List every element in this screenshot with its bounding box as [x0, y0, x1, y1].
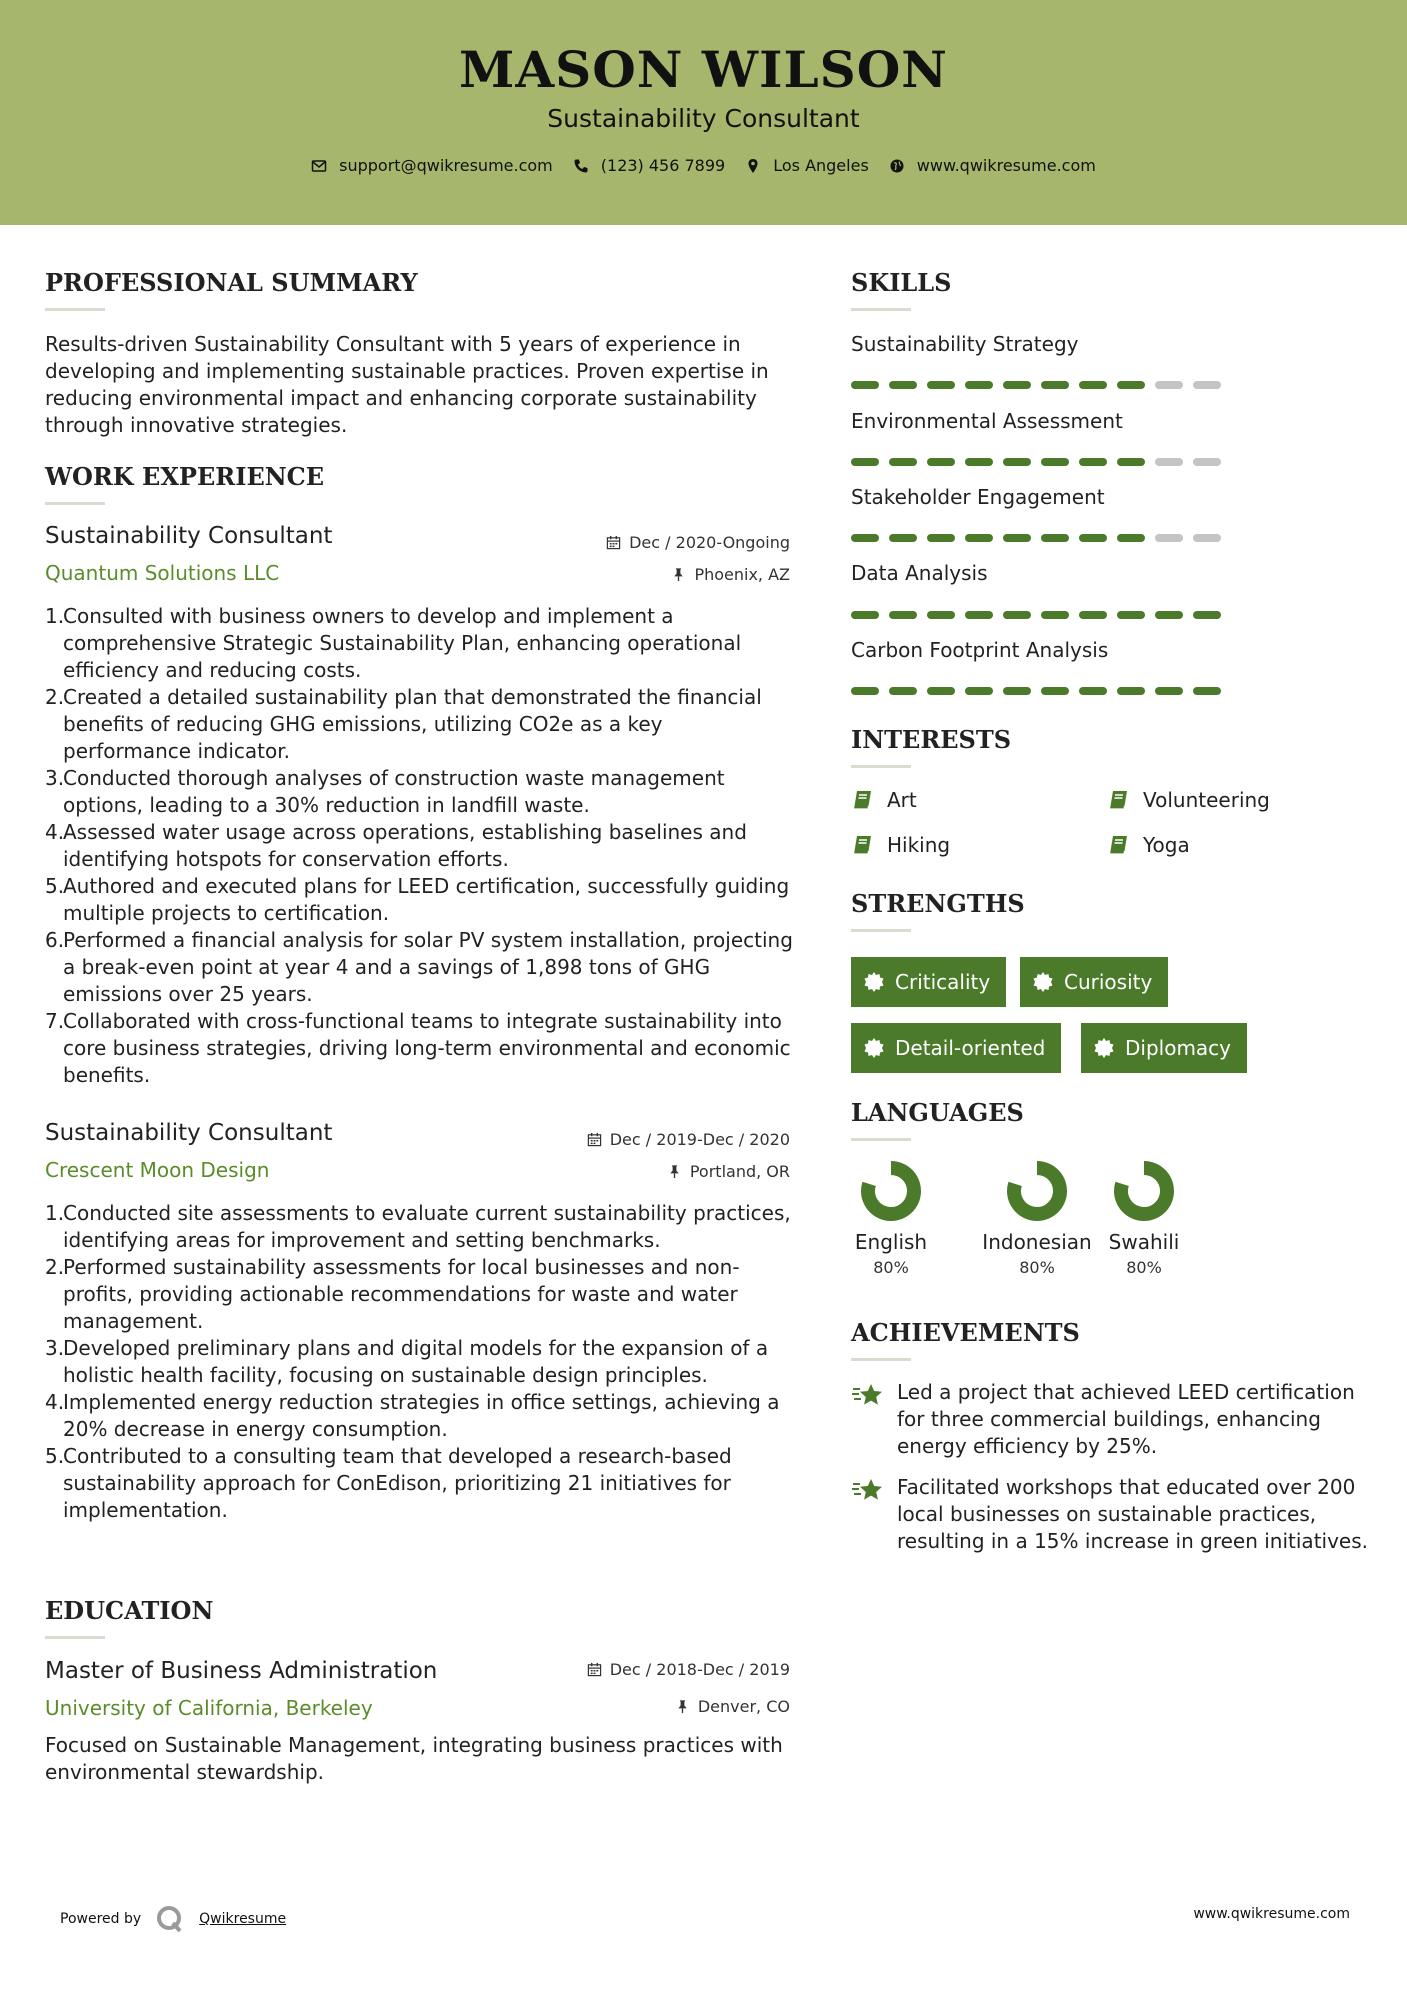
summary-text: Results-driven Sustainability Consultant with 5 years of experience in developing and implementing sustainable practices. Proven expertise in reducing environmental impact and enhancing corporate sustainability through innovative strategies.	[45, 332, 769, 437]
strength-tag	[1020, 957, 1168, 1007]
job-dates	[606, 533, 790, 552]
strength-label: Detail-oriented	[895, 1036, 1046, 1060]
job-location	[671, 565, 790, 584]
skill-bar-segment	[851, 381, 879, 389]
badge-icon	[1032, 971, 1054, 993]
responsibility-item: Contributed to a consulting team that developed a research-based sustainability approach for ConEdison, prioritizing 21 initiatives for implementation.	[63, 1444, 732, 1522]
pushpin-icon	[675, 1699, 690, 1714]
interest-item	[1107, 833, 1190, 857]
interest-label: Art	[887, 788, 917, 812]
responsibility-item: Performed sustainability assessments for local businesses and non-profits, providing actionable recommendations for waste and water management.	[63, 1255, 740, 1333]
contact-location	[745, 156, 869, 175]
website-text: www.qwikresume.com	[916, 156, 1096, 175]
language-name: English	[854, 1230, 928, 1254]
map-pin-icon	[745, 158, 761, 174]
job-responsibilities	[45, 603, 795, 1089]
globe-icon	[889, 158, 905, 174]
candidate-name: MASON WILSON	[459, 40, 948, 99]
badge-icon	[863, 971, 885, 993]
job-location	[667, 1162, 790, 1181]
skill-bar-segment	[965, 534, 993, 542]
education-dates-text: Dec / 2018-Dec / 2019	[609, 1660, 790, 1679]
school-name: University of California, Berkeley	[45, 1696, 373, 1720]
skill-bar-segment	[1041, 534, 1069, 542]
skill-bar-segment	[965, 611, 993, 619]
skill-bar-segment	[965, 458, 993, 466]
skill-bar-segment	[1117, 611, 1145, 619]
skill-bar-segment	[1079, 534, 1107, 542]
skill-bar-segment	[1193, 458, 1221, 466]
skill-bar-segment	[1155, 381, 1183, 389]
education-heading: EDUCATION	[45, 1596, 214, 1625]
responsibility-item: Conducted site assessments to evaluate current sustainability practices, identifying areas for improvement and setting benchmarks.	[63, 1201, 791, 1252]
strength-tag	[851, 1023, 1061, 1073]
job-dates	[587, 1130, 790, 1149]
skill-bar-segment	[965, 381, 993, 389]
education-dates	[587, 1660, 790, 1679]
qwikresume-logo-icon	[155, 1904, 185, 1934]
job-title: Sustainability Consultant	[45, 523, 333, 549]
responsibility-item: Conducted thorough analyses of construction waste management options, leading to a 30% reduction in landfill waste.	[63, 766, 725, 817]
skill-bar-segment	[1003, 458, 1031, 466]
email-text: support@qwikresume.com	[339, 156, 553, 175]
resume-header	[0, 0, 1407, 225]
achievement-text: Facilitated workshops that educated over 200 local businesses on sustainable practices, resulting in a 15% increase in green initiatives.	[897, 1475, 1369, 1553]
powered-by	[60, 1904, 286, 1934]
language-item	[972, 1160, 1102, 1277]
strength-tag	[851, 957, 1006, 1007]
powered-by-label: Powered by	[60, 1911, 142, 1927]
language-item	[1104, 1160, 1184, 1277]
skill-level-bar	[851, 611, 1221, 619]
badge-icon	[863, 1037, 885, 1059]
skill-bar-segment	[1117, 458, 1145, 466]
contact-bar	[0, 156, 1407, 175]
skill-bar-segment	[1079, 381, 1107, 389]
job-dates-text: Dec / 2020-Ongoing	[629, 533, 790, 552]
phone-text: (123) 456 7899	[600, 156, 726, 175]
language-percent: 80%	[1019, 1258, 1055, 1277]
skill-bar-segment	[1117, 687, 1145, 695]
interest-item	[1107, 788, 1270, 812]
achievement-item	[851, 1379, 1371, 1460]
book-icon	[1107, 789, 1129, 811]
language-proficiency-ring	[860, 1160, 922, 1222]
responsibility-item: Implemented energy reduction strategies in office settings, achieving a 20% decrease in energy consumption.	[63, 1390, 780, 1441]
skill-bar-segment	[1041, 381, 1069, 389]
skill-bar-segment	[1117, 534, 1145, 542]
language-name: Swahili	[1108, 1230, 1180, 1254]
skill-bar-segment	[1155, 534, 1183, 542]
skill-name: Sustainability Strategy	[851, 332, 1079, 356]
skill-bar-segment	[1079, 611, 1107, 619]
location-text: Los Angeles	[773, 156, 869, 175]
skill-bar-segment	[1079, 687, 1107, 695]
interest-label: Volunteering	[1143, 788, 1270, 812]
interest-label: Hiking	[887, 833, 951, 857]
skill-bar-segment	[889, 458, 917, 466]
strength-label: Diplomacy	[1125, 1036, 1232, 1060]
skill-bar-segment	[1003, 381, 1031, 389]
strength-label: Curiosity	[1064, 970, 1153, 994]
interest-label: Yoga	[1143, 833, 1190, 857]
job-company: Crescent Moon Design	[45, 1158, 270, 1182]
skill-bar-segment	[1041, 687, 1069, 695]
pushpin-icon	[671, 567, 686, 582]
job-location-text: Portland, OR	[689, 1162, 790, 1181]
achievements-heading: ACHIEVEMENTS	[851, 1318, 1080, 1347]
book-icon	[851, 834, 873, 856]
job-dates-text: Dec / 2019-Dec / 2020	[609, 1130, 790, 1149]
skill-bar-segment	[1193, 381, 1221, 389]
interest-item	[851, 788, 917, 812]
job-title: Sustainability Consultant	[45, 1120, 333, 1146]
skill-name: Environmental Assessment	[851, 409, 1123, 433]
skill-bar-segment	[851, 687, 879, 695]
skill-bar-segment	[965, 687, 993, 695]
strength-label: Criticality	[895, 970, 991, 994]
book-icon	[1107, 834, 1129, 856]
skill-bar-segment	[889, 534, 917, 542]
calendar-icon	[587, 1662, 602, 1677]
language-proficiency-arc	[1014, 1168, 1060, 1214]
skill-bar-segment	[1079, 458, 1107, 466]
skill-bar-segment	[1193, 534, 1221, 542]
contact-website[interactable]	[889, 156, 1096, 175]
skill-bar-segment	[927, 458, 955, 466]
skill-name: Data Analysis	[851, 561, 988, 585]
language-percent: 80%	[873, 1258, 909, 1277]
pushpin-icon	[667, 1164, 682, 1179]
skill-bar-segment	[851, 611, 879, 619]
language-proficiency-ring	[1113, 1160, 1175, 1222]
star-achievement-icon	[851, 1381, 885, 1411]
skill-bar-segment	[1155, 687, 1183, 695]
language-percent: 80%	[1126, 1258, 1162, 1277]
language-name: Indonesian	[982, 1230, 1092, 1254]
strength-tag	[1081, 1023, 1247, 1073]
skill-bar-segment	[927, 534, 955, 542]
language-proficiency-arc	[1121, 1168, 1167, 1214]
candidate-role: Sustainability Consultant	[547, 104, 860, 133]
skill-bar-segment	[927, 687, 955, 695]
skill-level-bar	[851, 458, 1221, 466]
skill-bar-segment	[889, 381, 917, 389]
contact-phone[interactable]	[573, 156, 725, 175]
responsibility-item: Performed a financial analysis for solar PV system installation, projecting a break-even point at year 4 and a savings of 1,898 tons of GHG emissions over 25 years.	[63, 928, 793, 1006]
skill-bar-segment	[851, 458, 879, 466]
job-company: Quantum Solutions LLC	[45, 561, 280, 585]
job-location-text: Phoenix, AZ	[694, 565, 790, 584]
phone-icon	[573, 158, 589, 174]
skill-bar-segment	[1117, 381, 1145, 389]
skill-bar-segment	[889, 687, 917, 695]
skill-bar-segment	[1003, 534, 1031, 542]
responsibility-item: Consulted with business owners to develop and implement a comprehensive Strategic Sustainability Plan, enhancing operational efficiency and reducing costs.	[63, 604, 742, 682]
education-location	[675, 1697, 790, 1716]
skills-heading: SKILLS	[851, 268, 952, 297]
job-responsibilities	[45, 1200, 795, 1524]
responsibility-item: Authored and executed plans for LEED certification, successfully guiding multiple projects to certification.	[63, 874, 790, 925]
language-item	[851, 1160, 931, 1277]
skill-bar-segment	[1041, 611, 1069, 619]
achievement-text: Led a project that achieved LEED certification for three commercial buildings, enhancing energy efficiency by 25%.	[897, 1380, 1355, 1458]
responsibility-item: Collaborated with cross-functional teams to integrate sustainability into core business strategies, driving long-term environmental and economic benefits.	[63, 1009, 791, 1087]
responsibility-item: Developed preliminary plans and digital models for the expansion of a holistic health facility, focusing on sustainable design principles.	[63, 1336, 769, 1387]
book-icon	[851, 789, 873, 811]
skill-bar-segment	[1041, 458, 1069, 466]
skill-bar-segment	[1003, 611, 1031, 619]
badge-icon	[1093, 1037, 1115, 1059]
skill-name: Carbon Footprint Analysis	[851, 638, 1109, 662]
interests-heading: INTERESTS	[851, 725, 1012, 754]
skill-bar-segment	[889, 611, 917, 619]
footer-website[interactable]: www.qwikresume.com	[1193, 1906, 1350, 1922]
email-icon	[311, 158, 327, 174]
skill-bar-segment	[1155, 458, 1183, 466]
brand-link[interactable]: Qwikresume	[199, 1911, 287, 1927]
responsibility-item: Created a detailed sustainability plan that demonstrated the financial benefits of reducing GHG emissions, utilizing CO2e as a key performance indicator.	[63, 685, 762, 763]
summary-heading: PROFESSIONAL SUMMARY	[45, 268, 418, 297]
contact-email[interactable]	[311, 156, 553, 175]
education-location-text: Denver, CO	[697, 1697, 790, 1716]
language-proficiency-arc	[868, 1168, 914, 1214]
calendar-icon	[587, 1132, 602, 1147]
skill-level-bar	[851, 534, 1221, 542]
skill-level-bar	[851, 687, 1221, 695]
skill-bar-segment	[927, 381, 955, 389]
skill-bar-segment	[1193, 611, 1221, 619]
achievement-item	[851, 1474, 1371, 1555]
experience-heading: WORK EXPERIENCE	[45, 462, 325, 491]
skill-level-bar	[851, 381, 1221, 389]
skill-name: Stakeholder Engagement	[851, 485, 1105, 509]
education-description: Focused on Sustainable Management, integrating business practices with environmental stewardship.	[45, 1733, 783, 1784]
calendar-icon	[606, 535, 621, 550]
skill-bar-segment	[1155, 611, 1183, 619]
responsibility-item: Assessed water usage across operations, establishing baselines and identifying hotspots for conservation efforts.	[63, 820, 747, 871]
skill-bar-segment	[851, 534, 879, 542]
languages-heading: LANGUAGES	[851, 1098, 1024, 1127]
degree-title: Master of Business Administration	[45, 1658, 438, 1684]
language-proficiency-ring	[1006, 1160, 1068, 1222]
skill-bar-segment	[1193, 687, 1221, 695]
star-achievement-icon	[851, 1476, 885, 1506]
strengths-heading: STRENGTHS	[851, 889, 1025, 918]
interest-item	[851, 833, 950, 857]
skill-bar-segment	[1003, 687, 1031, 695]
skill-bar-segment	[927, 611, 955, 619]
